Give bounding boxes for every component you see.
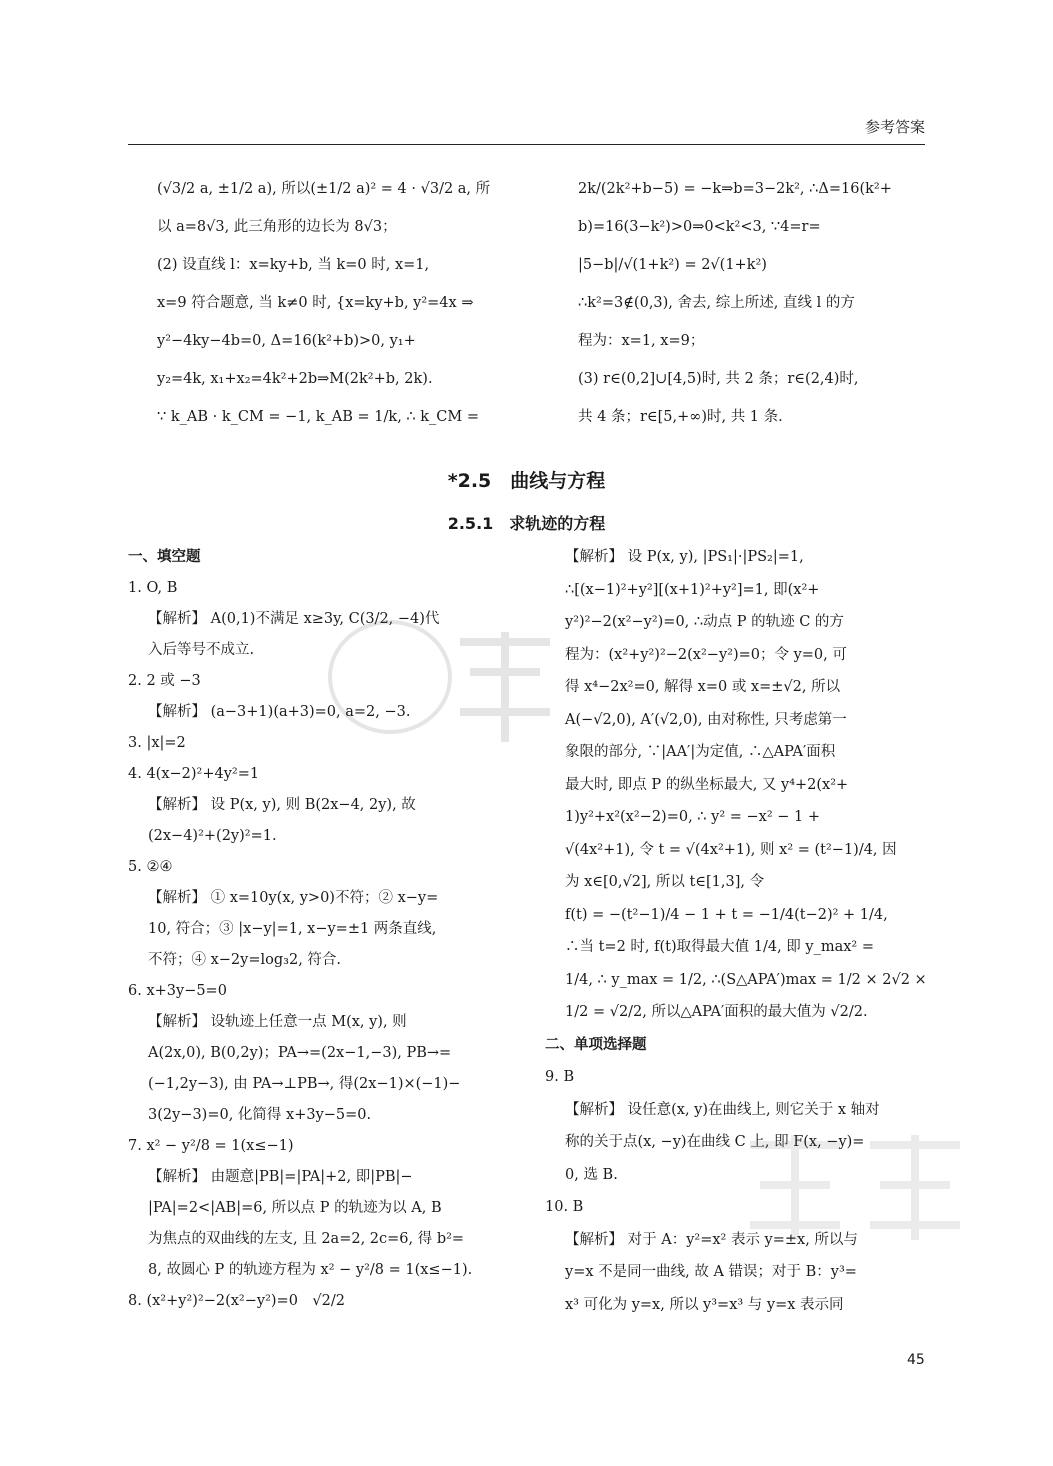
explanation-line: |PA|=2<|AB|=6, 所以点 P 的轨迹为以 A, B	[148, 1200, 442, 1216]
page-number: 45	[907, 1352, 925, 1368]
text-line: y₂=4k, x₁+x₂=4k²+2b⇒M(2k²+b, 2k).	[157, 371, 433, 387]
text-line: y²−4ky−4b=0, Δ=16(k²+b)>0, y₁+	[157, 333, 416, 349]
answer-item: 6. x+3y−5=0	[128, 983, 227, 999]
answer-item: 8. (x²+y²)²−2(x²−y²)=0 √2/2	[128, 1293, 345, 1309]
text-line: ∵ k_AB · k_CM = −1, k_AB = 1/k, ∴ k_CM =	[157, 409, 479, 425]
explanation-line: 10, 符合；③ |x−y|=1, x−y=±1 两条直线,	[148, 921, 437, 937]
explanation-line: 入后等号不成立.	[148, 642, 255, 658]
explanation-line: f(t) = −(t²−1)/4 − 1 + t = −1/4(t−2)² + 1/4,	[565, 906, 888, 923]
section-title: *2.5 曲线与方程	[447, 470, 606, 492]
explanation-line: 【解析】 (a−3+1)(a+3)=0, a=2, −3.	[148, 704, 411, 720]
section-heading: 二、单项选择题	[545, 1036, 647, 1053]
explanation-line: 1)y²+x²(x²−2)=0, ∴ y² = −x² − 1 +	[565, 809, 820, 825]
explanation-line: 【解析】 A(0,1)不满足 x≥3y, C(3/2, −4)代	[148, 611, 440, 627]
text-line: ∴k²=3∉(0,3), 舍去, 综上所述, 直线 l 的方	[578, 295, 855, 311]
explanation-line: 【解析】 设任意(x, y)在曲线上, 则它关于 x 轴对	[565, 1101, 880, 1118]
explanation-line: 最大时, 即点 P 的纵坐标最大, 又 y⁴+2(x²+	[565, 776, 849, 793]
explanation-line: 程为：(x²+y²)²−2(x²−y²)=0；令 y=0, 可	[565, 646, 847, 663]
text-line: b)=16(3−k²)>0⇒0<k²<3, ∵4=r=	[578, 219, 821, 235]
text-line: (3) r∈(0,2]∪[4,5)时, 共 2 条；r∈(2,4)时,	[578, 371, 859, 387]
watermark-seal	[320, 612, 560, 762]
page-header	[128, 112, 925, 145]
explanation-line: 【解析】 设 P(x, y), |PS₁|·|PS₂|=1,	[565, 549, 804, 565]
explanation-line: A(2x,0), B(0,2y)；PA→=(2x−1,−3), PB→=	[148, 1045, 452, 1061]
explanation-line: y²)²−2(x²−y²)=0, ∴动点 P 的轨迹 C 的方	[565, 614, 844, 630]
explanation-line: 不符；④ x−2y=log₃2, 符合.	[148, 952, 342, 968]
answer-item: 7. x² − y²/8 = 1(x≤−1)	[128, 1138, 294, 1154]
answer-item: 3. |x|=2	[128, 735, 186, 751]
text-line: 共 4 条；r∈[5,+∞)时, 共 1 条.	[578, 409, 783, 425]
explanation-line: x³ 可化为 y=x, 所以 y³=x³ 与 y=x 表示同	[565, 1296, 844, 1313]
explanation-line: 【解析】 对于 A：y²=x² 表示 y=±x, 所以与	[565, 1231, 858, 1248]
watermark-seal-lower	[740, 1125, 970, 1245]
explanation-line: ∴[(x−1)²+y²][(x+1)²+y²]=1, 即(x²+	[565, 581, 820, 598]
explanation-line: (2x−4)²+(2y)²=1.	[148, 828, 277, 844]
explanation-line: (−1,2y−3), 由 PA→⊥PB→, 得(2x−1)×(−1)−	[148, 1076, 461, 1092]
explanation-line: 8, 故圆心 P 的轨迹方程为 x² − y²/8 = 1(x≤−1).	[148, 1262, 473, 1278]
text-line: 2k/(2k²+b−5) = −k⇒b=3−2k², ∴Δ=16(k²+	[578, 181, 892, 197]
explanation-line: 0, 选 B.	[565, 1166, 618, 1183]
text-line: x=9 符合题意, 当 k≠0 时, {x=ky+b, y²=4x ⇒	[157, 295, 474, 311]
text-line: (√3/2 a, ±1/2 a), 所以(±1/2 a)² = 4 · √3/2 a, 所	[157, 181, 491, 197]
text-line: 以 a=8√3, 此三角形的边长为 8√3；	[157, 219, 397, 235]
header-title: 参考答案	[864, 118, 925, 136]
text-line: |5−b|/√(1+k²) = 2√(1+k²)	[578, 257, 767, 273]
explanation-line: 【解析】 设轨迹上任意一点 M(x, y), 则	[148, 1014, 407, 1030]
explanation-line: 【解析】 ① x=10y(x, y>0)不符；② x−y=	[148, 890, 439, 906]
explanation-line: ∴当 t=2 时, f(t)取得最大值 1/4, 即 y_max² =	[565, 939, 875, 955]
section-subtitle: 2.5.1 求轨迹的方程	[447, 514, 606, 533]
explanation-line: 3(2y−3)=0, 化简得 x+3y−5=0.	[148, 1107, 372, 1123]
explanation-line: 为 x∈[0,√2], 所以 t∈[1,3], 令	[565, 874, 765, 890]
answer-item: 4. 4(x−2)²+4y²=1	[128, 766, 260, 782]
explanation-line: A(−√2,0), A′(√2,0), 由对称性, 只考虑第一	[565, 711, 847, 728]
explanation-line: √(4x²+1), 令 t = √(4x²+1), 则 x² = (t²−1)/4, 因	[565, 841, 897, 858]
explanation-line: 【解析】 设 P(x, y), 则 B(2x−4, 2y), 故	[148, 797, 416, 813]
explanation-line: 称的关于点(x, −y)在曲线 C 上, 即 F(x, −y)=	[565, 1134, 865, 1150]
answer-item: 5. ②④	[128, 859, 173, 875]
explanation-line: 象限的部分, ∵|AA′|为定值, ∴△APA′面积	[565, 744, 836, 760]
explanation-line: 为焦点的双曲线的左支, 且 2a=2, 2c=6, 得 b²=	[148, 1231, 465, 1247]
text-line: 程为：x=1, x=9；	[578, 333, 705, 349]
answer-item: 2. 2 或 −3	[128, 673, 201, 689]
answer-item: 10. B	[545, 1199, 584, 1215]
answer-item: 1. O, B	[128, 580, 178, 596]
section-heading: 一、填空题	[128, 549, 201, 565]
explanation-line: 1/4, ∴ y_max = 1/2, ∴(S△APA′)max = 1/2 × 2√2 ×	[565, 971, 927, 988]
text-line: (2) 设直线 l：x=ky+b, 当 k=0 时, x=1,	[157, 257, 430, 273]
answer-item: 9. B	[545, 1069, 575, 1085]
explanation-line: 得 x⁴−2x²=0, 解得 x=0 或 x=±√2, 所以	[565, 679, 841, 695]
explanation-line: y=x 不是同一曲线, 故 A 错误；对于 B：y³=	[565, 1264, 857, 1280]
explanation-line: 1/2 = √2/2, 所以△APA′面积的最大值为 √2/2.	[565, 1004, 868, 1020]
explanation-line: 【解析】 由题意|PB|=|PA|+2, 即|PB|−	[148, 1169, 413, 1185]
